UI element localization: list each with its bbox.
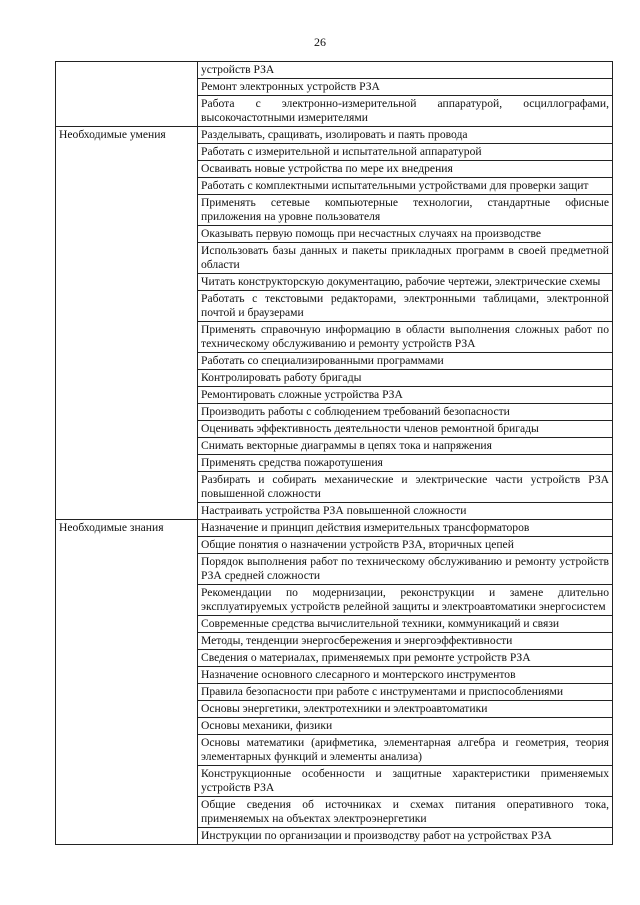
table-item: Использовать базы данных и пакеты прикладных программ в своей предметной области <box>198 243 613 274</box>
table-item: Снимать векторные диаграммы в цепях тока и напряжения <box>198 438 613 455</box>
table-item: Работать с измерительной и испытательной аппаратурой <box>198 144 613 161</box>
table-item: Порядок выполнения работ по техническому обслуживанию и ремонту устройств РЗА средней сложности <box>198 554 613 585</box>
table-item: Конструкционные особенности и защитные характеристики применяемых устройств РЗА <box>198 766 613 797</box>
table-item: Методы, тенденции энергосбережения и энергоэффективности <box>198 633 613 650</box>
table-row <box>56 520 613 537</box>
section-label: Необходимые умения <box>56 127 198 520</box>
table-item: Ремонт электронных устройств РЗА <box>198 79 613 96</box>
table-item: Настраивать устройства РЗА повышенной сложности <box>198 503 613 520</box>
table-item: Оказывать первую помощь при несчастных случаях на производстве <box>198 226 613 243</box>
table-item: Работать с комплектными испытательными устройствами для проверки защит <box>198 178 613 195</box>
table-item: Оценивать эффективность деятельности членов ремонтной бригады <box>198 421 613 438</box>
table-item: Читать конструкторскую документацию, рабочие чертежи, электрические схемы <box>198 274 613 291</box>
table-item: Общие сведения об источниках и схемах питания оперативного тока, применяемых на объектах электроэнергетики <box>198 797 613 828</box>
table-item: устройств РЗА <box>198 62 613 79</box>
table-item: Назначение и принцип действия измерительных трансформаторов <box>198 520 613 537</box>
table-item: Применять средства пожаротушения <box>198 455 613 472</box>
table-item: Современные средства вычислительной техники, коммуникаций и связи <box>198 616 613 633</box>
table-item: Назначение основного слесарного и монтерского инструментов <box>198 667 613 684</box>
table-item: Основы механики, физики <box>198 718 613 735</box>
competency-table-body <box>56 62 613 845</box>
table-item: Применять справочную информацию в области выполнения сложных работ по техническому обслуживанию и ремонту устройств РЗА <box>198 322 613 353</box>
table-item: Ремонтировать сложные устройства РЗА <box>198 387 613 404</box>
table-item: Общие понятия о назначении устройств РЗА, вторичных цепей <box>198 537 613 554</box>
table-item: Работать с текстовыми редакторами, электронными таблицами, электронной почтой и браузерами <box>198 291 613 322</box>
table-item: Работа с электронно-измерительной аппаратурой, осциллографами, высокочастотными измерителями <box>198 96 613 127</box>
table-row <box>56 127 613 144</box>
competency-table <box>55 61 613 845</box>
table-item: Основы энергетики, электротехники и электроавтоматики <box>198 701 613 718</box>
table-item: Рекомендации по модернизации, реконструкции и замене длительно эксплуатируемых устройств релейной защиты и электроавтоматики энергосистем <box>198 585 613 616</box>
table-item: Осваивать новые устройства по мере их внедрения <box>198 161 613 178</box>
table-row <box>56 62 613 79</box>
section-label: Необходимые знания <box>56 520 198 845</box>
table-item: Правила безопасности при работе с инструментами и приспособлениями <box>198 684 613 701</box>
page-number: 26 <box>314 35 326 49</box>
table-item: Разбирать и собирать механические и электрические части устройств РЗА повышенной сложности <box>198 472 613 503</box>
table-item: Применять сетевые компьютерные технологии, стандартные офисные приложения на уровне пользователя <box>198 195 613 226</box>
table-item: Разделывать, сращивать, изолировать и паять провода <box>198 127 613 144</box>
table-item: Контролировать работу бригады <box>198 370 613 387</box>
table-item: Сведения о материалах, применяемых при ремонте устройств РЗА <box>198 650 613 667</box>
table-item: Производить работы с соблюдением требований безопасности <box>198 404 613 421</box>
table-item: Инструкции по организации и производству работ на устройствах РЗА <box>198 828 613 845</box>
section-label <box>56 62 198 127</box>
table-item: Основы математики (арифметика, элементарная алгебра и геометрия, теория элементарных функций и элементы анализа) <box>198 735 613 766</box>
table-item: Работать со специализированными программами <box>198 353 613 370</box>
